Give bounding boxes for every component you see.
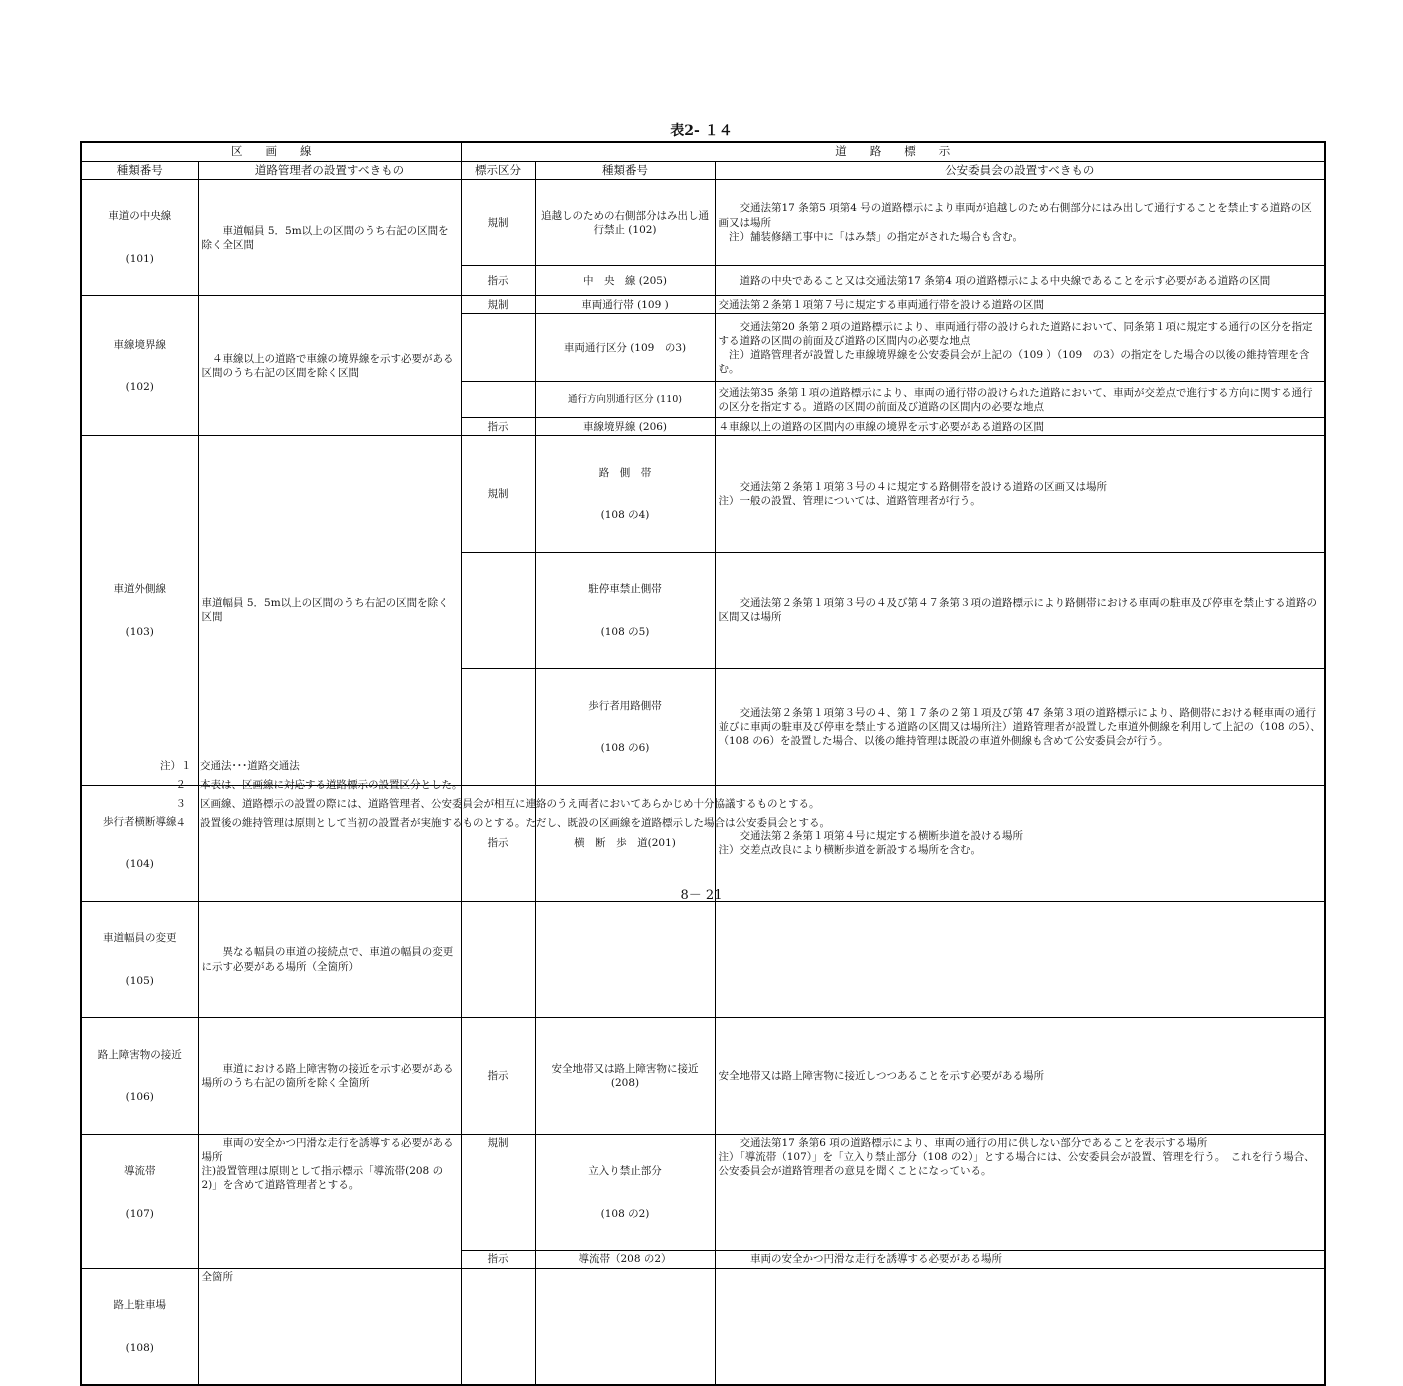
category-cell-empty: [461, 382, 535, 418]
category-cell: 規制: [461, 436, 535, 552]
category-cell: 指示: [461, 1251, 535, 1269]
commission-cell: 交通法第２条第１項第３号の４、第１７条の２第１項及び第 47 条第３項の道路標示により、路側帯における軽車両の通行並びに車両の駐車及び停車を禁止する道路の区間又は場所注）道路管理者が設置した車道外側線を利用して上記の（108 の5）、（108 の6）を設置した場合、以後の維持管理は既設の車道外側線も含めて公安委員会が行う。: [715, 669, 1325, 785]
header-kind-no: 種類番号: [81, 161, 198, 180]
commission-cell: 交通法第２条第１項第３号の４に規定する路側帯を設ける道路の区画又は場所 注）一般の設置、管理については、道路管理者が行う。: [715, 436, 1325, 552]
sign-kind-number: (108 の5): [600, 625, 650, 638]
sign-kind-cell: [535, 552, 715, 668]
table-title: 表2- １４: [670, 123, 733, 139]
category-cell-empty: [461, 314, 535, 382]
note-number: 注）１: [160, 760, 192, 772]
header-sign-kind-no: 種類番号: [535, 161, 715, 180]
sign-kind-number: (108 の4): [600, 509, 650, 522]
note-text: 設置後の維持管理は原則として当初の設置者が実施するものとする。ただし、既設の区画線を道路標示した場合は公安委員会とする。: [200, 817, 830, 829]
table-row-kind: [81, 1269, 198, 1386]
header-group-right: 道 路 標 示: [461, 142, 1325, 161]
sign-kind-label: 立入り禁止部分: [588, 1165, 662, 1177]
kind-number: (102): [125, 381, 154, 394]
header-commission: 公安委員会の設置すべきもの: [715, 161, 1325, 180]
category-cell-empty: [461, 552, 535, 668]
category-cell-empty: [461, 901, 535, 1017]
road-admin-cell: 全箇所: [198, 1269, 461, 1386]
commission-cell: 交通法第２条第１項第３号の４及び第４７条第３項の道路標示により路側帯における車両の駐車及び停車を禁止する道路の区間又は場所: [715, 552, 1325, 668]
road-admin-cell: 車道幅員 5．5m以上の区間のうち右記の区間を除く区間: [198, 436, 461, 785]
note-item: [160, 795, 830, 814]
road-admin-cell: 異なる幅員の車道の接続点で、車道の幅員の変更に示す必要がある場所（全箇所）: [198, 901, 461, 1017]
header-group-left: 区 画 線: [81, 142, 461, 161]
note-text: 本表は、区画線に対応する道路標示の設置区分とした。: [200, 779, 463, 791]
category-cell-empty: [461, 1269, 535, 1386]
sign-kind-cell: [535, 1134, 715, 1250]
kind-number: (105): [125, 974, 154, 987]
page-number: 8－ 21: [680, 888, 723, 903]
table-row-kind: [81, 296, 198, 436]
note-text: 区画線、道路標示の設置の際には、道路管理者、公安委員会が相互に連絡のうえ両者においてあらかじめ十分協議するものとする。: [200, 798, 820, 810]
commission-cell: 交通法第２条第１項第７号に規定する車両通行帯を設ける道路の区間: [715, 296, 1325, 314]
table-row-kind: [81, 1134, 198, 1268]
sign-kind-cell: 車両通行帯 (109 ): [535, 296, 715, 314]
commission-cell: 道路の中央であること又は交通法第17 条第4 項の道路標示による中央線であることを示す必要がある道路の区間: [715, 266, 1325, 296]
kind-number: (103): [125, 625, 154, 638]
category-cell: 規制: [461, 296, 535, 314]
sign-kind-cell: 追越しのための右側部分はみ出し通行禁止 (102): [535, 180, 715, 266]
kind-label: 導流帯: [124, 1165, 156, 1177]
category-cell: 規制: [461, 1134, 535, 1250]
commission-cell: 交通法第20 条第２項の道路標示により、車両通行帯の設けられた道路において、同条第１項に規定する通行の区分を指定する道路の区間の前面及び道路の区間内の必要な地点 注）道路管理者が設置した車線境界線を公安委員会が上記の（109 ）（109 の3）の指定をした場合の以後の維持管理を含む。: [715, 314, 1325, 382]
commission-cell: 交通法第２条第１項第４号に規定する横断歩道を設ける場所 注）交差点改良により横断歩道を新設する場所を含む。: [715, 785, 1325, 901]
table-row-kind: [81, 901, 198, 1017]
road-admin-cell: 車道幅員 5．5m以上の区間のうち右記の区間を除く全区間: [198, 180, 461, 296]
kind-number: (107): [125, 1207, 154, 1220]
sign-kind-cell-empty: [535, 1269, 715, 1386]
sign-kind-cell: 安全地帯又は路上障害物に接近 (208): [535, 1018, 715, 1134]
category-cell: 規制: [461, 180, 535, 266]
note-item: [160, 757, 830, 776]
note-item: [160, 776, 830, 795]
commission-cell: 交通法第17 条第6 項の道路標示により、車両の通行の用に供しない部分であることを表示する場所 注）「導流帯（107）」を「立入り禁止部分（108 の2）」とする場合には、公安委員会が設置、管理を行う。 これを行う場合、公安委員会が道路管理者の意見を聞くことになっている。: [715, 1134, 1325, 1250]
category-cell: 指示: [461, 418, 535, 436]
commission-cell: 交通法第17 条第5 項第4 号の道路標示により車両が追越しのため右側部分にはみ出して通行することを禁止する道路の区画又は場所 注）舗装修繕工事中に「はみ禁」の指定がされた場合も含む。: [715, 180, 1325, 266]
kind-label: 車道外側線: [113, 583, 166, 596]
note-number: ４: [175, 817, 186, 829]
sign-kind-cell: 導流帯（208 の2）: [535, 1251, 715, 1269]
sign-kind-label: 路 側 帯: [598, 466, 652, 479]
commission-cell-empty: [715, 1269, 1325, 1386]
kind-number: (108): [125, 1341, 154, 1354]
kind-number: (101): [125, 252, 154, 265]
note-text: 交通法･･･道路交通法: [200, 760, 300, 772]
sign-kind-cell: 車線境界線 (206): [535, 418, 715, 436]
commission-cell: 安全地帯又は路上障害物に接近しつつあることを示す必要がある場所: [715, 1018, 1325, 1134]
category-cell: 指示: [461, 266, 535, 296]
note-number: ３: [175, 798, 186, 810]
kind-label: 車道幅員の変更: [103, 932, 177, 945]
kind-label: 路上障害物の接近: [97, 1048, 182, 1061]
commission-cell-empty: [715, 901, 1325, 1017]
sign-kind-cell: [535, 436, 715, 552]
commission-cell: ４車線以上の道路の区間内の車線の境界を示す必要がある道路の区間: [715, 418, 1325, 436]
table-row-kind: [81, 1018, 198, 1134]
sign-kind-label: 歩行者用路側帯: [588, 699, 662, 712]
kind-label: 車道の中央線: [108, 210, 172, 223]
commission-cell: 車両の安全かつ円滑な走行を誘導する必要がある場所: [715, 1251, 1325, 1269]
road-admin-cell: 車両の安全かつ円滑な走行を誘導する必要がある場所 注)設置管理は原則として指示標示「導流帯(208 の2)」を含めて道路管理者とする。: [198, 1134, 461, 1268]
category-cell: 指示: [461, 1018, 535, 1134]
note-item: [160, 814, 830, 833]
header-category: 標示区分: [461, 161, 535, 180]
kind-number: (106): [125, 1091, 154, 1104]
road-admin-cell: 車道における路上障害物の接近を示す必要がある場所のうち右記の箇所を除く全箇所: [198, 1018, 461, 1134]
sign-kind-cell: 横 断 歩 道(201): [535, 785, 715, 901]
kind-label: 歩行者横断導線: [103, 815, 177, 828]
sign-kind-number: (108 の2): [600, 1207, 650, 1220]
sign-kind-cell: 車両通行区分 (109 の3): [535, 314, 715, 382]
header-road-admin: 道路管理者の設置すべきもの: [198, 161, 461, 180]
sign-kind-number: (108 の6): [600, 742, 650, 755]
sign-kind-label: 駐停車禁止側帯: [588, 583, 662, 596]
note-number: ２: [175, 779, 186, 791]
commission-cell: 交通法第35 条第１項の道路標示により、車両の通行帯の設けられた道路において、車両が交差点で進行する方向に関する通行の区分を指定する。道路の区間の前面及び道路の区間内の必要な地点: [715, 382, 1325, 418]
kind-label: 車線境界線: [113, 338, 166, 351]
sign-kind-cell: 中 央 線 (205): [535, 266, 715, 296]
road-admin-cell: ４車線以上の道路で車線の境界線を示す必要がある区間のうち右記の区間を除く区間: [198, 296, 461, 436]
category-cell: 指示: [461, 785, 535, 901]
table-row-kind: [81, 436, 198, 785]
sign-kind-cell: 通行方向別通行区分 (110): [535, 382, 715, 418]
table-row-kind: [81, 180, 198, 296]
notes: [160, 757, 830, 833]
kind-number: (104): [125, 858, 154, 871]
sign-kind-cell-empty: [535, 901, 715, 1017]
kind-label: 路上駐車場: [113, 1299, 166, 1312]
